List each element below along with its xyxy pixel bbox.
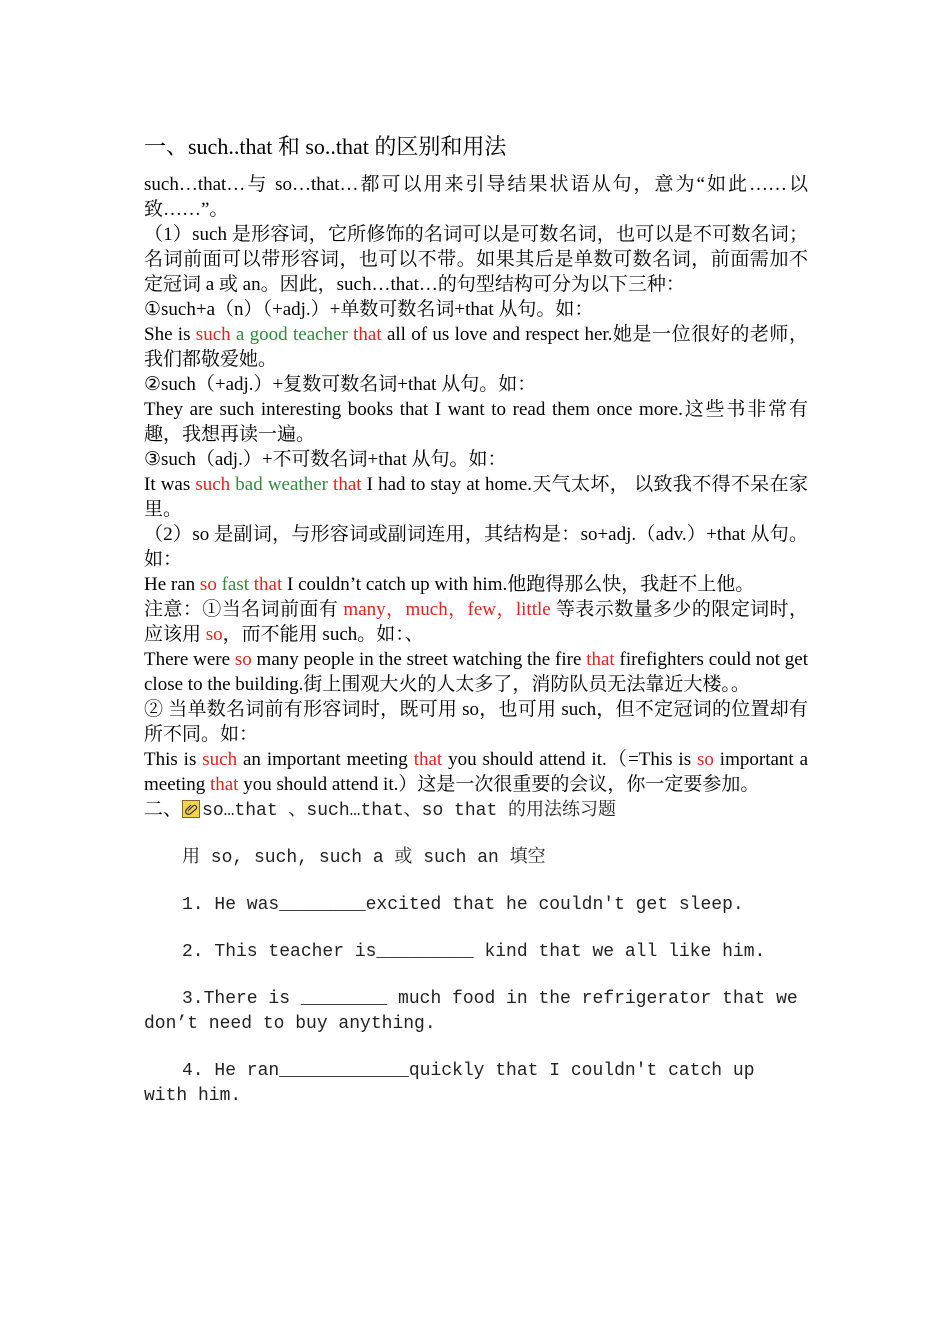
example-4: He ran so fast that I couldn’t catch up with him.他跑得那么快，我赶不上他。 — [144, 574, 755, 595]
so-explanation: （2）so 是副词，与形容词或副词连用，其结构是：so+adj.（adv.）+that 从句。如： — [144, 524, 808, 570]
question-3: 3.There is ________ much food in the refrigerator that we don’t need to buy anything. — [144, 989, 798, 1034]
rule-2: ②such（+adj.）+复数可数名词+that 从句。如： — [144, 374, 537, 395]
question-4: 4. He ran____________quickly that I couldn't catch up with him. — [144, 1061, 755, 1106]
rule-3: ③such（adj.）+不可数名词+that 从句。如： — [144, 449, 507, 470]
document-page — [144, 130, 808, 1109]
paperclip-icon — [182, 800, 200, 818]
intro-paragraph: such…that…与 so…that…都可以用来引导结果状语从句，意为“如此……以致……”。 — [144, 174, 808, 220]
question-1: 1. He was________excited that he couldn't get sleep. — [182, 895, 744, 915]
example-6: This is such an important meeting that you should attend it.（=This is so important a meeting that you should attend it.）这是一次很重要的会议，你一定要参加。 — [144, 749, 809, 795]
section-2-heading: 二、 so…that 、such…that、so that 的用法练习题 — [144, 799, 617, 821]
example-1: She is such a good teacher that all of us love and respect her.她是一位很好的老师，我们都敬爱她。 — [144, 324, 808, 370]
question-2: 2. This teacher is_________ kind that we all like him. — [182, 942, 766, 962]
rule-1: ①such+a（n）（+adj.）+单数可数名词+that 从句。如： — [144, 299, 594, 320]
section-title: 一、such..that 和 so..that 的区别和用法 — [144, 134, 507, 159]
note-paragraph: 注意：①当名词前面有 many，much，few，little 等表示数量多少的限定词时，应该用 so，而不能用 such。如：、 — [144, 599, 808, 645]
example-3: It was such bad weather that I had to stay at home.天气太坏， 以致我不得不呆在家里。 — [144, 474, 808, 520]
example-5: There were so many people in the street watching the fire that firefighters could not get close to the building.街上围观大火的人太多了，消防队员无法靠近大楼。。 — [144, 649, 809, 695]
instruction-line: 用 so, such, such a 或 such an 填空 — [182, 848, 546, 868]
example-2: They are such interesting books that I want to read them once more.这些书非常有趣，我想再读一遍。 — [144, 399, 808, 445]
such-explanation: （1）such 是形容词，它所修饰的名词可以是可数名词，也可以是不可数名词；名词前面可以带形容词，也可以不带。如果其后是单数可数名词，前面需加不定冠词 a 或 an。因此，such…that…的句型结构可分为以下三种： — [144, 224, 808, 295]
rule-4: ② 当单数名词前有形容词时，既可用 so，也可用 such，但不定冠词的位置却有所不同。如： — [144, 699, 808, 745]
